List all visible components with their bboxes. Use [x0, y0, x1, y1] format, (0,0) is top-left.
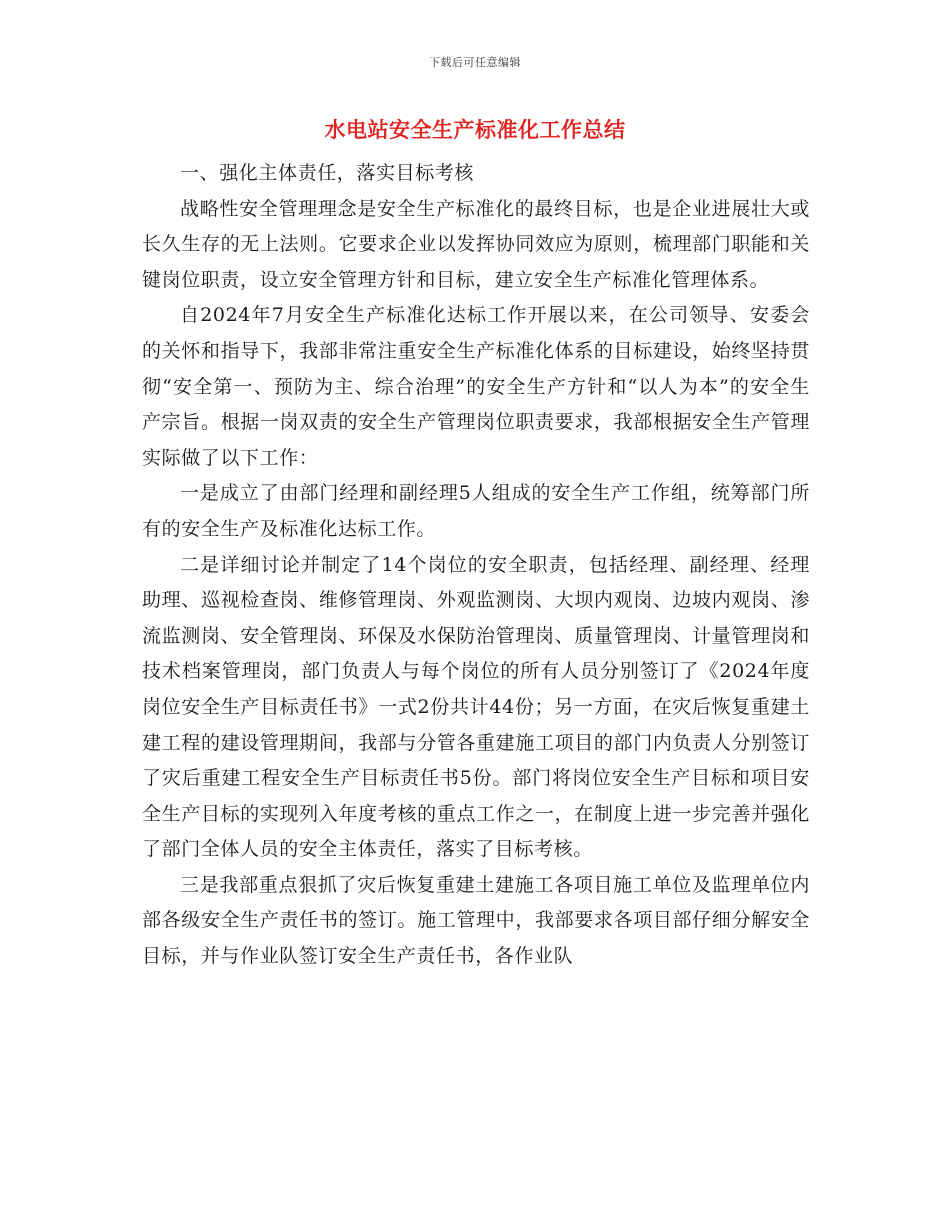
paragraph-2: 自2024年7月安全生产标准化达标工作开展以来，在公司领导、安委会的关怀和指导下，我部非常注重安全生产标准化体系的目标建设，始终坚持贯彻“安全第一、预防为主、综合治理”的安全生产方针和“以人为本”的安全生产宗旨。根据一岗双责的安全生产管理岗位职责要求，我部根据安全生产管理实际做了以下工作： — [142, 304, 810, 469]
section-heading: 一、强化主体责任，落实目标考核 — [180, 162, 475, 184]
header-note: 下载后可任意编辑 — [429, 56, 521, 69]
paragraph-1: 战略性安全管理理念是安全生产标准化的最终目标，也是企业进展壮大或长久生存的无上法则。它要求企业以发挥协同效应为原则，梳理部门职能和关键岗位职责，设立安全管理方针和目标，建立安全生产标准化管理体系。 — [142, 197, 810, 291]
document-title: 水电站安全生产标准化工作总结 — [324, 117, 626, 142]
paragraph-5: 三是我部重点狠抓了灾后恢复重建土建施工各项目施工单位及监理单位内部各级安全生产责任书的签订。施工管理中，我部要求各项目部仔细分解安全目标，并与作业队签订安全生产责任书，各作业队 — [142, 873, 810, 968]
paragraph-4: 二是详细讨论并制定了14个岗位的安全职责，包括经理、副经理、经理助理、巡视检查岗、维修管理岗、外观监测岗、大坝内观岗、边坡内观岗、渗流监测岗、安全管理岗、环保及水保防治管理岗、质量管理岗、计量管理岗和技术档案管理岗，部门负责人与每个岗位的所有人员分别签订了《2024年度岗位安全生产目标责任书》一式2份共计44份；另一方面，在灾后恢复重建土建工程的建设管理期间，我部与分管各重建施工项目的部门内负责人分别签订了灾后重建工程安全生产目标责任书5份。部门将岗位安全生产目标和项目安全生产目标的实现列入年度考核的重点工作之一，在制度上进一步完善并强化了部门全体人员的安全主体责任，落实了目标考核。 — [142, 553, 810, 861]
paragraph-3: 一是成立了由部门经理和副经理5人组成的安全生产工作组，统筹部门所有的安全生产及标准化达标工作。 — [142, 482, 810, 540]
document-body — [142, 156, 810, 975]
